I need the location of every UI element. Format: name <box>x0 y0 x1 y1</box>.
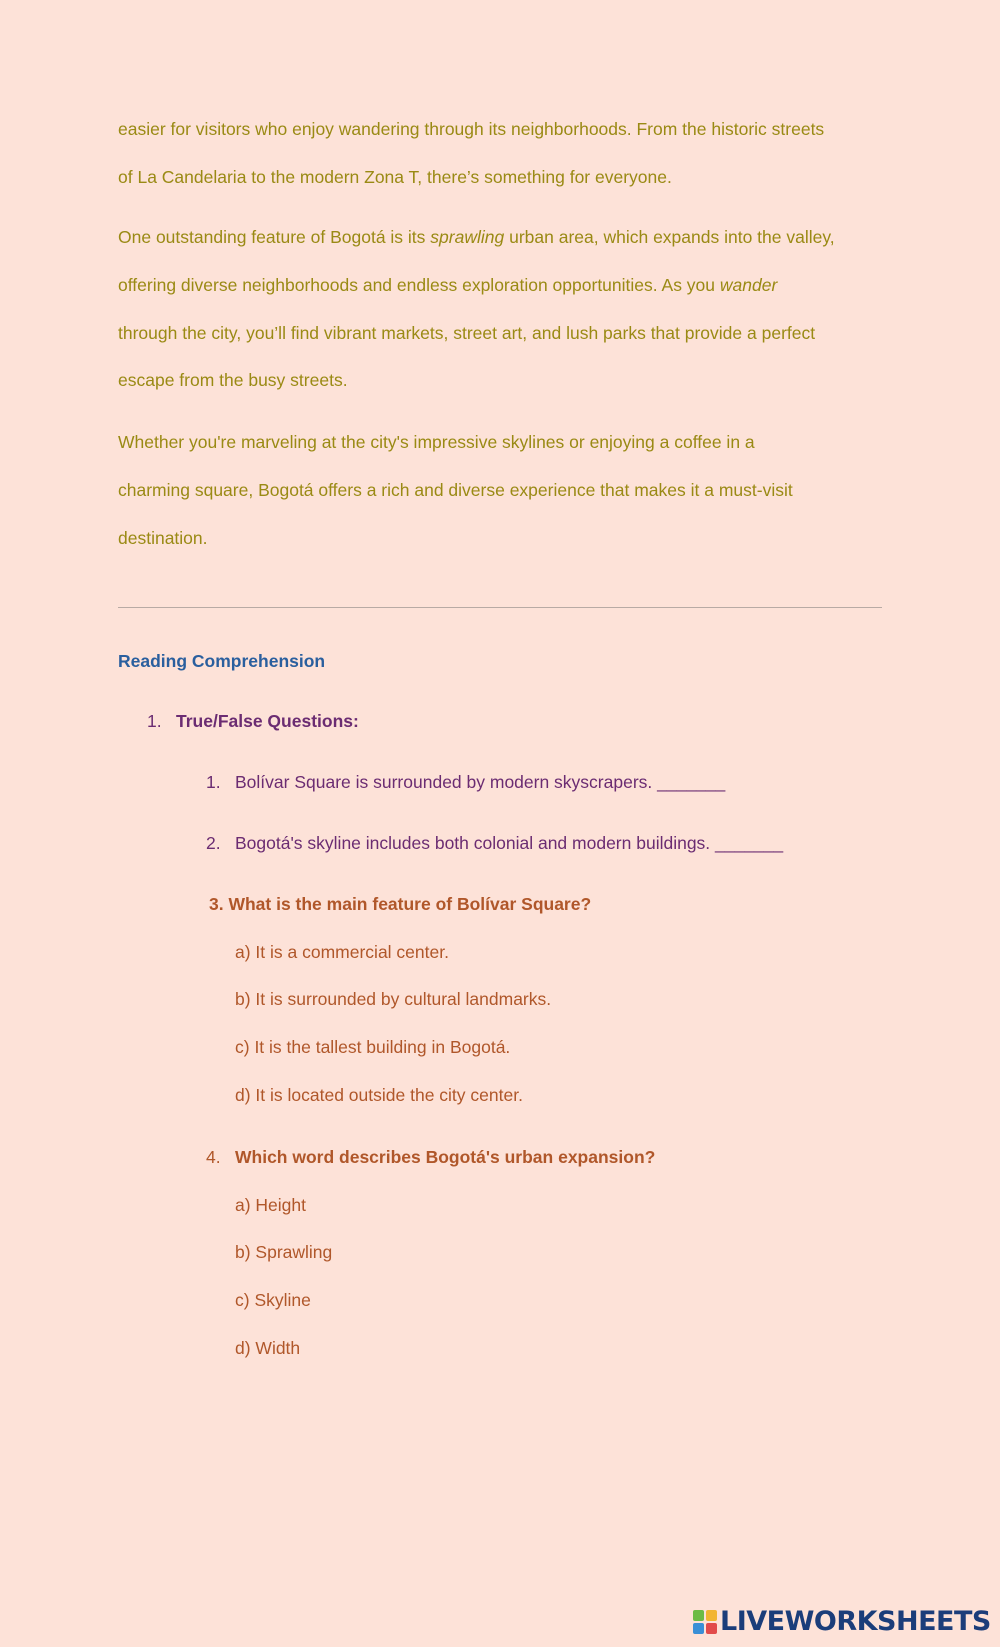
italic-word-wander: wander <box>719 274 778 295</box>
paragraph-line: charming square, Bogotá offers a rich and diverse experience that makes it a must-visit <box>118 479 793 500</box>
paragraph-line: offering diverse neighborhoods and endless exploration opportunities. As you wander <box>118 274 778 295</box>
question-4-option-d[interactable]: d) Width <box>235 1338 301 1358</box>
question-3-option-a[interactable]: a) It is a commercial center. <box>235 942 449 962</box>
question-4-heading: Which word describes Bogotá's urban expansion? <box>235 1147 656 1167</box>
paragraph-intro-continuation <box>118 106 882 202</box>
paragraph-line: destination. <box>118 527 208 548</box>
paragraph-line: easier for visitors who enjoy wandering through its neighborhoods. From the historic streets <box>118 119 825 139</box>
question-number: 4. <box>206 1147 221 1167</box>
section-number: 1. <box>147 711 162 731</box>
liveworksheets-logo[interactable] <box>693 1607 991 1637</box>
question-number: 1. <box>206 772 221 792</box>
question-3-heading: 3. What is the main feature of Bolívar Square? <box>209 894 592 914</box>
true-false-question-2[interactable]: Bogotá's skyline includes both colonial and modern buildings. _______ <box>235 833 784 853</box>
paragraph-line: escape from the busy streets. <box>118 370 348 391</box>
reading-comprehension-heading: Reading Comprehension <box>118 651 326 671</box>
paragraph-conclusion <box>118 419 882 562</box>
italic-word-sprawling: sprawling <box>430 227 505 247</box>
logo-tiles-icon <box>693 1610 717 1634</box>
question-3-option-d[interactable]: d) It is located outside the city center. <box>235 1085 523 1105</box>
true-false-heading: True/False Questions: <box>176 711 359 731</box>
logo-text: LIVEWORKSHEETS <box>720 1606 991 1637</box>
paragraph-line: through the city, you’ll find vibrant markets, street art, and lush parks that provide a perfect <box>118 322 816 343</box>
question-4-option-b[interactable]: b) Sprawling <box>235 1242 333 1262</box>
question-4-option-a[interactable]: a) Height <box>235 1195 307 1215</box>
paragraph-sprawling <box>118 214 882 405</box>
section-divider <box>118 607 882 608</box>
paragraph-line: of La Candelaria to the modern Zona T, there’s something for everyone. <box>118 166 672 187</box>
question-4-option-c[interactable]: c) Skyline <box>235 1290 311 1310</box>
paragraph-line: One outstanding feature of Bogotá is its sprawling urban area, which expands into the valley, <box>118 227 835 247</box>
true-false-question-1[interactable]: Bolívar Square is surrounded by modern skyscrapers. _______ <box>235 772 726 792</box>
question-number: 2. <box>206 833 221 853</box>
paragraph-line: Whether you're marveling at the city's impressive skylines or enjoying a coffee in a <box>118 432 755 452</box>
question-3-option-b[interactable]: b) It is surrounded by cultural landmarks. <box>235 989 552 1009</box>
question-3-option-c[interactable]: c) It is the tallest building in Bogotá. <box>235 1037 511 1057</box>
